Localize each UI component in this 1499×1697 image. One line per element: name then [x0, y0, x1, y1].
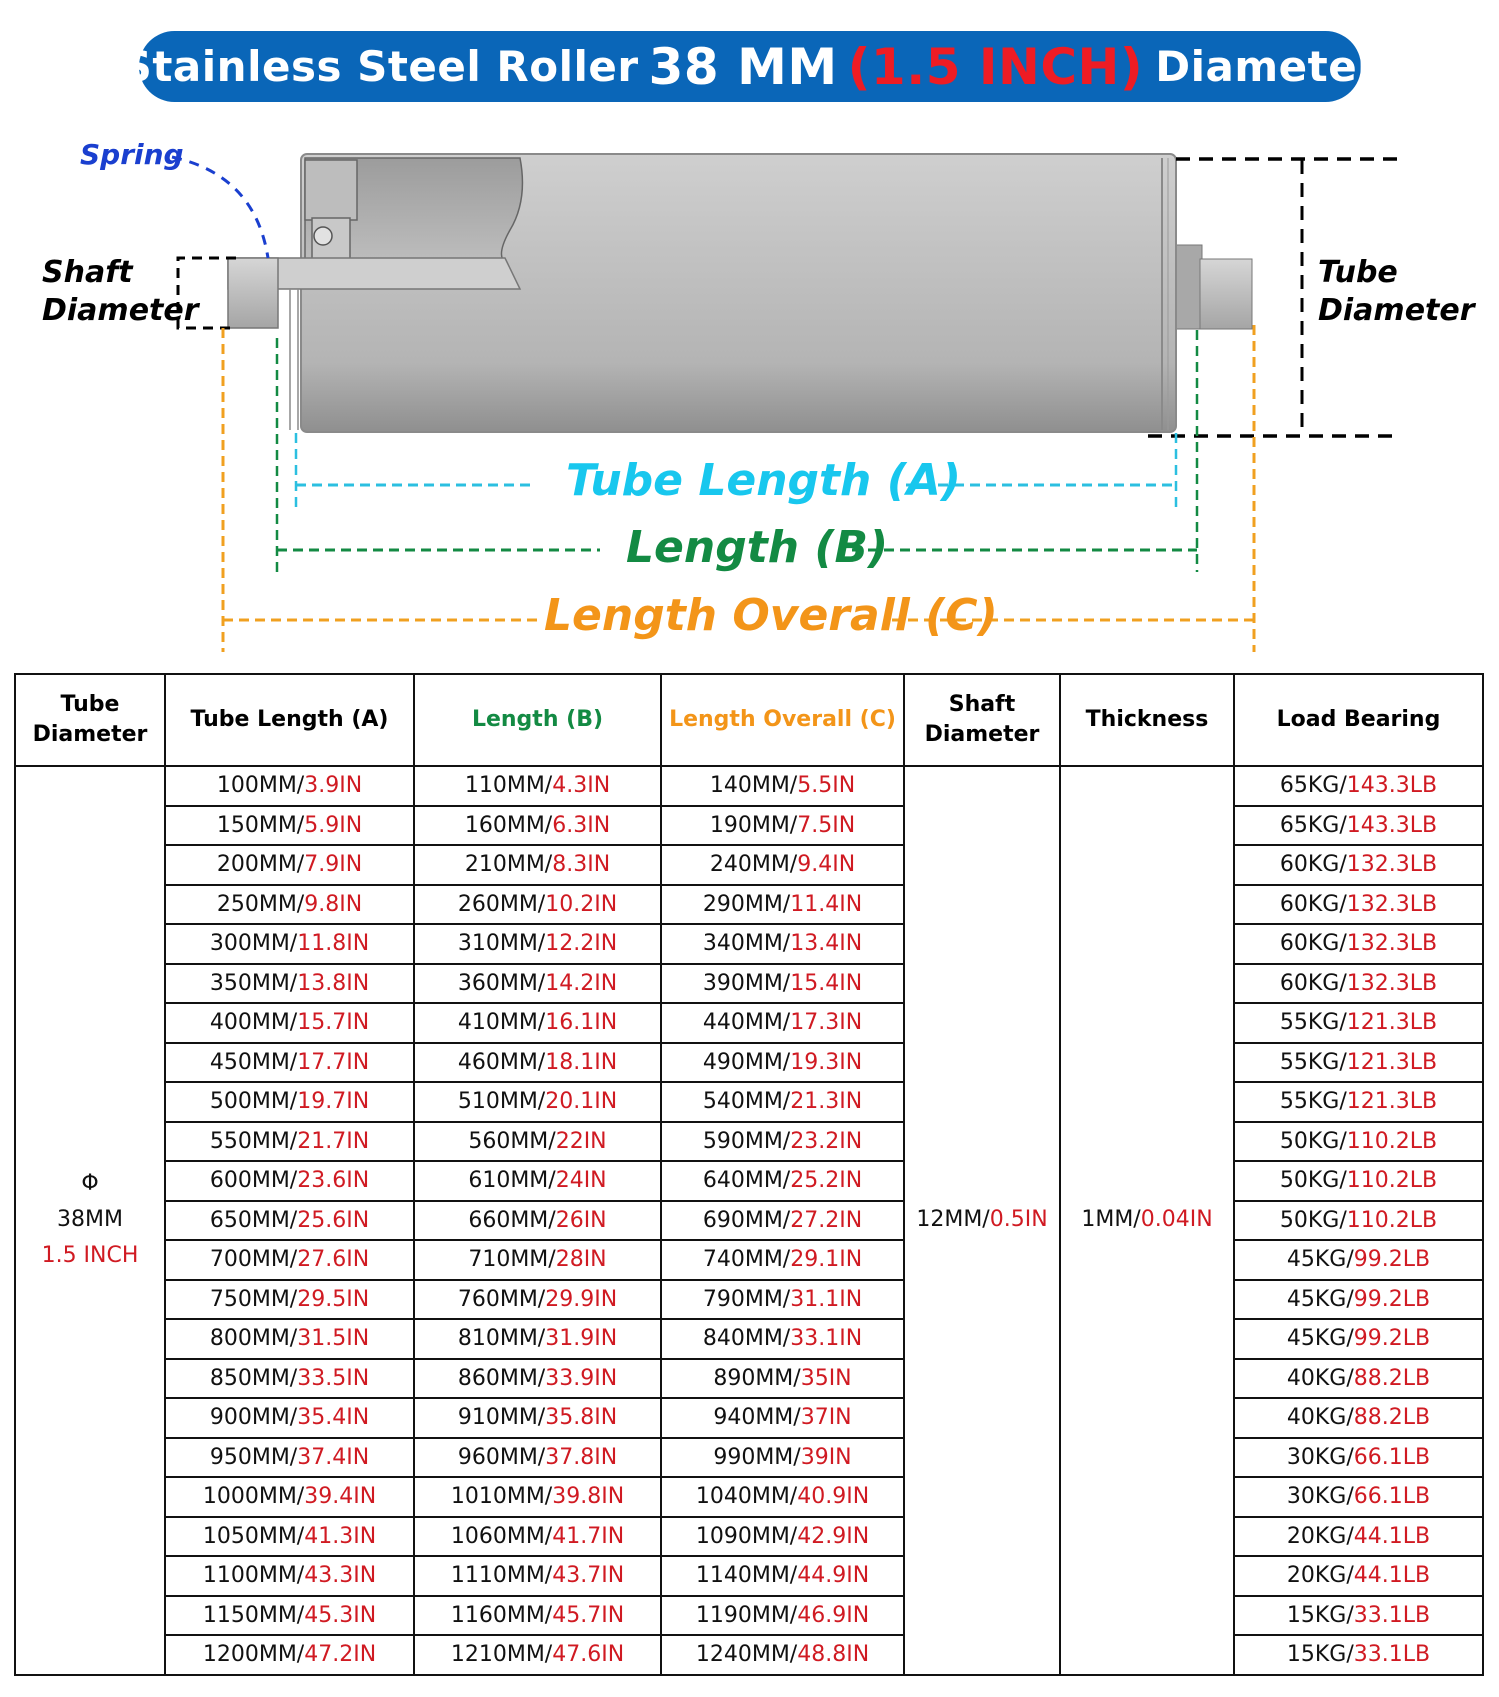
tube-length-a-cell: 850MM/33.5IN — [165, 1359, 414, 1399]
length-overall-c-cell: 940MM/37IN — [661, 1398, 904, 1438]
table-row — [15, 1280, 1483, 1320]
table-row — [15, 1635, 1483, 1675]
load-bearing-cell: 60KG/132.3LB — [1234, 924, 1483, 964]
table-row — [15, 1517, 1483, 1557]
tube-length-a-cell: 250MM/9.8IN — [165, 885, 414, 925]
table-row — [15, 885, 1483, 925]
length-overall-c-cell: 740MM/29.1IN — [661, 1240, 904, 1280]
load-bearing-cell: 20KG/44.1LB — [1234, 1517, 1483, 1557]
load-bearing-cell: 55KG/121.3LB — [1234, 1082, 1483, 1122]
tube-diameter-label-line2: Diameter — [1318, 293, 1475, 328]
load-bearing-cell: 50KG/110.2LB — [1234, 1201, 1483, 1241]
tube-length-a-cell: 800MM/31.5IN — [165, 1319, 414, 1359]
length-b-cell: 1210MM/47.6IN — [414, 1635, 661, 1675]
title-size-mm: 38 MM — [648, 37, 838, 96]
tube-length-a-cell: 950MM/37.4IN — [165, 1438, 414, 1478]
length-b-cell: 360MM/14.2IN — [414, 964, 661, 1004]
header-thickness: Thickness — [1060, 674, 1234, 766]
table-header-row — [15, 674, 1483, 766]
length-overall-c-cell: 990MM/39IN — [661, 1438, 904, 1478]
table-row — [15, 766, 1483, 806]
length-overall-c-cell: 240MM/9.4IN — [661, 845, 904, 885]
length-overall-c-label: Length Overall (C) — [544, 590, 998, 641]
load-bearing-cell: 55KG/121.3LB — [1234, 1003, 1483, 1043]
load-bearing-cell: 55KG/121.3LB — [1234, 1043, 1483, 1083]
tube-length-a-cell: 300MM/11.8IN — [165, 924, 414, 964]
title-prefix: Stainless Steel Roller — [121, 42, 639, 91]
spring-label: Spring — [80, 138, 184, 171]
length-b-cell: 560MM/22IN — [414, 1122, 661, 1162]
length-b-cell: 160MM/6.3IN — [414, 806, 661, 846]
shaft-diameter-label-line1: Shaft — [42, 255, 133, 290]
length-overall-c-cell: 1190MM/46.9IN — [661, 1596, 904, 1636]
table-row — [15, 1003, 1483, 1043]
length-overall-c-cell: 140MM/5.5IN — [661, 766, 904, 806]
length-b-cell: 760MM/29.9IN — [414, 1280, 661, 1320]
length-b-cell: 810MM/31.9IN — [414, 1319, 661, 1359]
table-row — [15, 1438, 1483, 1478]
tube-length-a-cell: 1100MM/43.3IN — [165, 1556, 414, 1596]
length-overall-c-cell: 390MM/15.4IN — [661, 964, 904, 1004]
tube-length-a-cell: 1150MM/45.3IN — [165, 1596, 414, 1636]
length-b-cell: 1010MM/39.8IN — [414, 1477, 661, 1517]
table-row — [15, 845, 1483, 885]
header-tube-length-a: Tube Length (A) — [165, 674, 414, 766]
tube-length-a-cell: 750MM/29.5IN — [165, 1280, 414, 1320]
table-row — [15, 1240, 1483, 1280]
load-bearing-cell: 60KG/132.3LB — [1234, 964, 1483, 1004]
tube-length-a-cell: 1000MM/39.4IN — [165, 1477, 414, 1517]
table-row — [15, 1398, 1483, 1438]
length-b-cell: 610MM/24IN — [414, 1161, 661, 1201]
tube-length-a-cell: 1200MM/47.2IN — [165, 1635, 414, 1675]
tube-diameter-cell: Φ 38MM 1.5 INCH — [15, 766, 165, 1675]
header-length-overall-c: Length Overall (C) — [661, 674, 904, 766]
load-bearing-cell: 65KG/143.3LB — [1234, 806, 1483, 846]
length-overall-c-cell: 1240MM/48.8IN — [661, 1635, 904, 1675]
length-b-cell: 960MM/37.8IN — [414, 1438, 661, 1478]
load-bearing-cell: 60KG/132.3LB — [1234, 885, 1483, 925]
table-row — [15, 1122, 1483, 1162]
load-bearing-cell: 40KG/88.2LB — [1234, 1398, 1483, 1438]
tube-length-a-cell: 550MM/21.7IN — [165, 1122, 414, 1162]
length-b-cell: 310MM/12.2IN — [414, 924, 661, 964]
tube-length-a-cell: 450MM/17.7IN — [165, 1043, 414, 1083]
tube-length-a-cell: 600MM/23.6IN — [165, 1161, 414, 1201]
load-bearing-cell: 30KG/66.1LB — [1234, 1477, 1483, 1517]
tube-length-a-cell: 500MM/19.7IN — [165, 1082, 414, 1122]
length-b-cell: 210MM/8.3IN — [414, 845, 661, 885]
title-banner — [121, 31, 1379, 102]
table-row — [15, 964, 1483, 1004]
table-row — [15, 1556, 1483, 1596]
length-b-cell: 1160MM/45.7IN — [414, 1596, 661, 1636]
length-overall-c-cell: 440MM/17.3IN — [661, 1003, 904, 1043]
load-bearing-cell: 30KG/66.1LB — [1234, 1438, 1483, 1478]
length-b-cell: 410MM/16.1IN — [414, 1003, 661, 1043]
header-shaft-diameter: Shaft Diameter — [904, 674, 1060, 766]
table-row — [15, 1477, 1483, 1517]
load-bearing-cell: 15KG/33.1LB — [1234, 1635, 1483, 1675]
length-overall-c-cell: 340MM/13.4IN — [661, 924, 904, 964]
length-b-cell: 260MM/10.2IN — [414, 885, 661, 925]
length-b-label: Length (B) — [626, 522, 889, 573]
header-length-b: Length (B) — [414, 674, 661, 766]
length-b-cell: 860MM/33.9IN — [414, 1359, 661, 1399]
length-overall-c-cell: 290MM/11.4IN — [661, 885, 904, 925]
length-b-cell: 1060MM/41.7IN — [414, 1517, 661, 1557]
tube-length-a-cell: 650MM/25.6IN — [165, 1201, 414, 1241]
length-overall-c-cell: 190MM/7.5IN — [661, 806, 904, 846]
tube-length-a-cell: 200MM/7.9IN — [165, 845, 414, 885]
tube-length-a-cell: 350MM/13.8IN — [165, 964, 414, 1004]
table-body — [15, 766, 1483, 1675]
length-b-cell: 510MM/20.1IN — [414, 1082, 661, 1122]
length-b-cell: 710MM/28IN — [414, 1240, 661, 1280]
length-b-cell: 460MM/18.1IN — [414, 1043, 661, 1083]
load-bearing-cell: 45KG/99.2LB — [1234, 1319, 1483, 1359]
length-overall-c-cell: 540MM/21.3IN — [661, 1082, 904, 1122]
tube-length-a-cell: 150MM/5.9IN — [165, 806, 414, 846]
length-overall-c-cell: 790MM/31.1IN — [661, 1280, 904, 1320]
tube-length-a-cell: 100MM/3.9IN — [165, 766, 414, 806]
length-overall-c-cell: 640MM/25.2IN — [661, 1161, 904, 1201]
load-bearing-cell: 20KG/44.1LB — [1234, 1556, 1483, 1596]
length-overall-c-cell: 590MM/23.2IN — [661, 1122, 904, 1162]
length-overall-c-cell: 840MM/33.1IN — [661, 1319, 904, 1359]
length-b-cell: 110MM/4.3IN — [414, 766, 661, 806]
length-b-cell: 660MM/26IN — [414, 1201, 661, 1241]
load-bearing-cell: 65KG/143.3LB — [1234, 766, 1483, 806]
roller-illustration — [0, 110, 1499, 670]
spec-table — [14, 673, 1484, 1676]
header-load-bearing: Load Bearing — [1234, 674, 1483, 766]
length-overall-c-cell: 1090MM/42.9IN — [661, 1517, 904, 1557]
table-row — [15, 1043, 1483, 1083]
table-row — [15, 806, 1483, 846]
length-overall-c-cell: 1140MM/44.9IN — [661, 1556, 904, 1596]
length-b-cell: 1110MM/43.7IN — [414, 1556, 661, 1596]
load-bearing-cell: 50KG/110.2LB — [1234, 1161, 1483, 1201]
shaft-diameter-label-line2: Diameter — [42, 293, 199, 328]
shaft-diameter-cell: 12MM/0.5IN — [904, 766, 1060, 1675]
load-bearing-cell: 15KG/33.1LB — [1234, 1596, 1483, 1636]
load-bearing-cell: 45KG/99.2LB — [1234, 1240, 1483, 1280]
thickness-cell: 1MM/0.04IN — [1060, 766, 1234, 1675]
table-row — [15, 924, 1483, 964]
title-size-inch: (1.5 INCH) — [847, 37, 1144, 96]
tube-length-a-cell: 900MM/35.4IN — [165, 1398, 414, 1438]
load-bearing-cell: 50KG/110.2LB — [1234, 1122, 1483, 1162]
table-row — [15, 1161, 1483, 1201]
length-overall-c-cell: 1040MM/40.9IN — [661, 1477, 904, 1517]
length-overall-c-cell: 690MM/27.2IN — [661, 1201, 904, 1241]
length-overall-c-cell: 890MM/35IN — [661, 1359, 904, 1399]
load-bearing-cell: 60KG/132.3LB — [1234, 845, 1483, 885]
tube-diameter-label-line1: Tube — [1318, 255, 1398, 290]
tube-length-a-cell: 700MM/27.6IN — [165, 1240, 414, 1280]
tube-length-a-label: Tube Length (A) — [566, 455, 961, 506]
table-row — [15, 1319, 1483, 1359]
table-row — [15, 1359, 1483, 1399]
title-suffix: Diameter — [1155, 42, 1379, 91]
load-bearing-cell: 45KG/99.2LB — [1234, 1280, 1483, 1320]
length-b-cell: 910MM/35.8IN — [414, 1398, 661, 1438]
header-tube-diameter: Tube Diameter — [15, 674, 165, 766]
tube-length-a-cell: 1050MM/41.3IN — [165, 1517, 414, 1557]
roller-diagram — [0, 110, 1499, 670]
tube-length-a-cell: 400MM/15.7IN — [165, 1003, 414, 1043]
load-bearing-cell: 40KG/88.2LB — [1234, 1359, 1483, 1399]
table-row — [15, 1082, 1483, 1122]
length-overall-c-cell: 490MM/19.3IN — [661, 1043, 904, 1083]
table-row — [15, 1596, 1483, 1636]
table-row — [15, 1201, 1483, 1241]
